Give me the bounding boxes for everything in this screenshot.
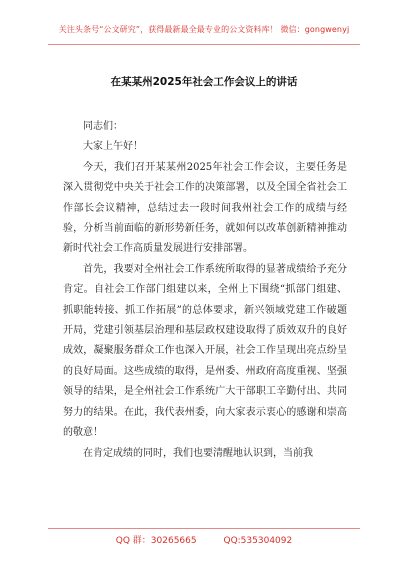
footer-qq-group: QQ 群：30265665 <box>115 536 197 546</box>
footer-divider <box>48 528 360 529</box>
paragraph: 今天，我们召开某某州2025年社会工作会议，主要任务是深入贯彻党中央关于社会工作的决策部署，以及全国全省社会工作部长会议精神，总结过去一段时间我州社会工作的成绩与经验，分析当前面临的新形势新任务，就如何以改革创新精神推动新时代社会工作高质量发展进行安排部署。 <box>63 161 347 255</box>
footer-qq: QQ:535304092 <box>223 536 293 546</box>
paragraph: 首先，我要对全州社会工作系统所取得的显著成绩给予充分肯定。自社会工作部门组建以来，全州上下围绕“抓部门组建、抓职能转接、抓工作拓展”的总体要求，新兴领域党建工作破题开局，党建引领基层治理和基层政权建设取得了质效双升的良好成效，凝聚服务群众工作也深入开展，社会工作呈现出亮点纷呈的良好局面。这些成绩的取得，是州委、州政府高度重视、坚强领导的结果，是全州社会工作系统广大干部职工辛勤付出、共同努力的结果。在此，我代表州委，向大家表示衷心的感谢和崇高的敬意！ <box>63 263 347 439</box>
header-divider <box>48 44 360 45</box>
document-body <box>63 117 347 464</box>
paragraph: 在肯定成绩的同时，我们也要清醒地认识到，当前我 <box>83 447 313 459</box>
footer <box>0 533 408 546</box>
header-banner: 关注头条号“公文研究”，获得最新最全最专业的公文资料库！ 微信：gongwenyj <box>58 25 350 34</box>
document-title: 在某某州2025年社会工作会议上的讲话 <box>110 76 298 88</box>
salutation: 同志们： <box>83 121 123 132</box>
greeting: 大家上午好！ <box>83 141 143 153</box>
